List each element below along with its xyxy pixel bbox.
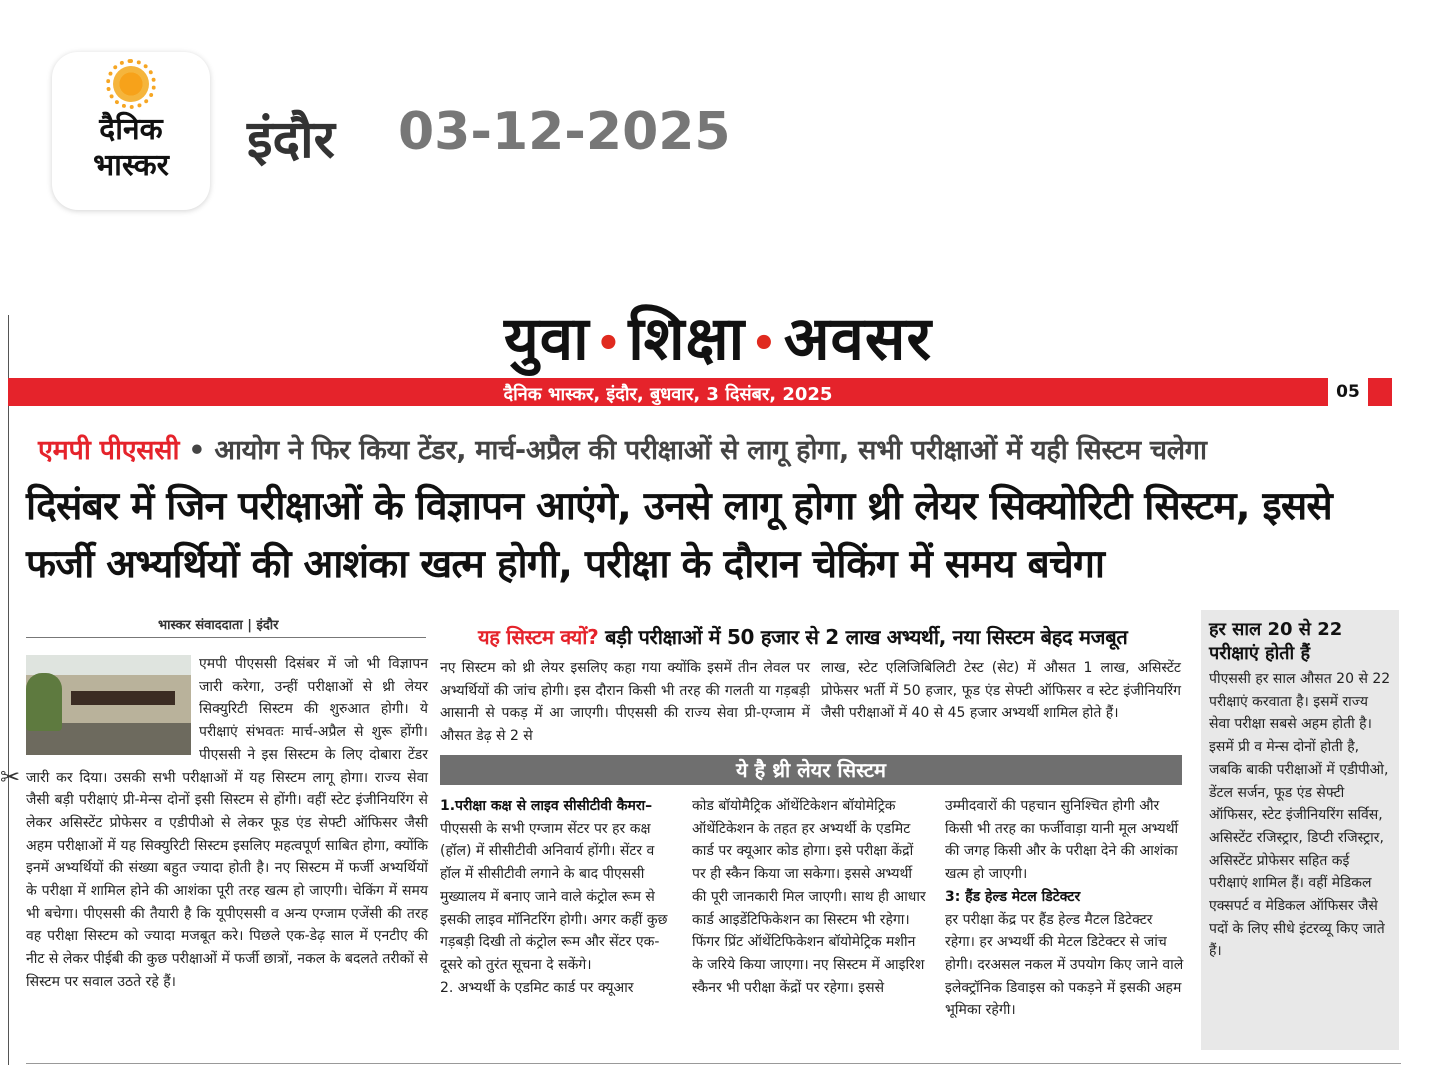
byline: भास्कर संवाददाता | इंदौर [158,618,279,633]
kicker-label: एमपी पीएससी [38,435,180,466]
dateline: दैनिक भास्कर, इंदौर, बुधवार, 3 दिसंबर, 2025 [503,384,833,405]
dateline-bar [8,378,1328,406]
edition-city: इंदौर [247,110,335,170]
clip-border [8,315,9,1065]
photo-signboard [71,691,175,705]
headline: दिसंबर में जिन परीक्षाओं के विज्ञापन आएंगे, उनसे लागू होगा थ्री लेयर सिक्योरिटी सिस्टम, इससे फर्जी अभ्यर्थियों की आशंका खत्म होगी, परीक्षा के दौरान चेकिंग में समय बचेगा [26,484,1332,587]
scissors-icon: ✂ [0,763,21,791]
layer-3-column [945,795,1185,1022]
layer-3-title: 3: हैंड हेल्ड मेटल डिटेक्टर [945,888,1081,905]
layer-1-title: 1.परीक्षा कक्ष से लाइव सीसीटीवी कैमरा– [440,798,653,814]
sidebar-title: हर साल 20 से 22 परीक्षाएं होती हैं [1209,619,1343,664]
page-marker [1368,378,1392,406]
page-number: 05 [1336,382,1360,402]
sun-logo-icon [113,66,149,102]
section-masthead [408,295,1028,377]
logo-text: दैनिक भास्कर [93,112,169,183]
newspaper-clipping [0,285,1403,1070]
kicker-text: • आयोग ने फिर किया टेंडर, मार्च-अप्रैल की परीक्षाओं से लागू होगा, सभी परीक्षाओं में यही सिस्टम चलेगा [179,435,1207,466]
bottom-divider [26,1063,1401,1064]
intro-text: एमपी पीएससी दिसंबर में जो भी विज्ञापन जारी करेगा, उन्हीं परीक्षाओं से थ्री लेयर सिक्युरिटी सिस्टम की शुरुआत होगी। ये परीक्षाएं संभवतः मार्च-अप्रैल से शुरू होंगी। पीएससी ने इस सिस्टम के लिए दोबारा टेंडर जारी कर दिया। उसकी सभी परीक्षाओं में यह सिस्टम लागू होगा। राज्य सेवा जैसी बड़ी परीक्षाएं प्री-मेन्स दोनों इसी सिस्टम से होंगी। वहीं स्टेट इंजीनियरिंग से लेकर असिस्टेंट प्रोफेसर व एडीपीओ से लेकर फूड एंड सेफ्टी ऑफिसर जैसी अहम परीक्षाओं में यह सिक्युरिटी सिस्टम इसलिए महत्वपूर्ण साबित होगा, क्योंकि इनमें अभ्यर्थियों की संख्या बहुत ज्यादा होती है। नए सिस्टम में फर्जी अभ्यर्थियों के परीक्षा में शामिल होने की आशंका पूरी तरह खत्म हो जाएगी। चेकिंग में समय भी बचेगा। पीएससी की तैयारी है कि यूपीएससी व अन्य एग्जाम एजेंसी की तरह वह परीक्षा सिस्टम को ज्यादा मजबूत करे। पिछले एक-डेढ़ साल में एनटीए की नीट से लेकर पीईबी की कुछ परीक्षाओं में फर्जी छात्रों, नकल के बदलते तरीकों से सिस्टम पर सवाल उठते रहे हैं। [26,656,428,990]
masthead-separator: • [595,320,623,367]
why-column-b: लाख, स्टेट एलिजिबिलिटी टेस्ट (सेट) में औसत 1 लाख, असिस्टेंट प्रोफेसर भर्ती में 50 हजार, फूड एंड सेफ्टी ऑफिसर व स्टेट इंजीनियरिंग जैसी परीक्षाओं में 40 से 45 हजार अभ्यर्थी शामिल होते हैं। [821,660,1181,722]
layer-2-intro: 2. अभ्यर्थी के एडमिट कार्ड पर क्यूआर [440,979,634,996]
sidebar-box [1201,610,1399,1050]
psc-building-photo [26,655,191,755]
why-column-a: नए सिस्टम को थ्री लेयर इसलिए कहा गया क्योंकि इसमें तीन लेवल पर अभ्यर्थियों की जांच होगी। इस दौरान किसी भी तरह की गलती या गड़बड़ी आसानी से पकड़ में आ जाएगी। पीएससी की राज्य सेवा प्री-एग्जाम में औसत डेढ़ से 2 से [440,660,810,745]
subhead-text: बड़ी परीक्षाओं में 50 हजार से 2 लाख अभ्यर्थी, नया सिस्टम बेहद मजबूत [598,625,1128,649]
subhead-label: यह सिस्टम क्यों? [478,625,599,649]
edition-date: 03-12-2025 [398,102,731,162]
masthead-part-3: अवसर [783,304,933,374]
kicker [38,430,1398,467]
masthead-part-1: युवा [503,304,590,374]
layer-3-lead: उम्मीदवारों की पहचान सुनिश्चित होगी और किसी भी तरह का फर्जीवाड़ा यानी मूल अभ्यर्थी की जगह किसी और के परीक्षा देने की आशंका खत्म हो जाएगी। [945,798,1179,883]
masthead-part-2: शिक्षा [628,304,746,374]
layer-1-text: पीएससी के सभी एग्जाम सेंटर पर हर कक्ष (हॉल) में सीसीटीवी अनिवार्य होंगी। सेंटर व हॉल में सीसीटीवी लगाने के बाद पीएससी मुख्यालय में बनाए जाने वाले कंट्रोल रूम से इसकी लाइव मॉनिटरिंग होगी। अगर कहीं कुछ गड़बड़ी दिखी तो कंट्रोल रूम और सेंटर एक-दूसरे को तुरंत सूचना दे सकेंगे। [440,820,668,973]
layer-2-column: कोड बॉयोमैट्रिक ऑथेंटिकेशन बॉयोमेट्रिक ऑथेंटिकेशन के तहत हर अभ्यर्थी के एडमिट कार्ड पर क्यूआर कोड होगा। इसे परीक्षा केंद्रों पर ही स्कैन किया जा सकेगा। इससे अभ्यर्थी की पूरी जानकारी मिल जाएगी। साथ ही आधार कार्ड आइडेंटिफिकेशन का सिस्टम भी रहेगा। फिंगर प्रिंट ऑथेंटिफिकेशन बॉयोमेट्रिक मशीन के जरिये किया जाएगा। नए सिस्टम में आइरिश स्कैनर भी परीक्षा केंद्रों पर रहेगा। इससे [692,798,926,996]
layer-1-column [440,795,675,999]
byline-divider [26,637,426,638]
subhead [478,623,1198,650]
dainik-bhaskar-logo [52,52,210,210]
layer-3-text: हर परीक्षा केंद्र पर हैंड हेल्ड मैटल डिटेक्टर रहेगा। हर अभ्यर्थी की मेटल डिटेक्टर से जांच होगी। दरअसल नकल में उपयोग किए जाने वाले इलेक्ट्रॉनिक डिवाइस को पकड़ने में इसकी अहम भूमिका रहेगी। [945,911,1184,1019]
three-layer-title: ये है थ्री लेयर सिस्टम [440,755,1182,785]
masthead-separator: • [751,320,778,367]
sidebar-text: पीएससी हर साल औसत 20 से 22 परीक्षाएं करवाता है। इसमें राज्य सेवा परीक्षा सबसे अहम होती है। इसमें प्री व मेन्स दोनों होती है, जबकि बाकी परीक्षाओं में एडीपीओ, डेंटल सर्जन, फूड एंड सेफ्टी ऑफिसर, स्टेट इंजीनियरिंग सर्विस, असिस्टेंट रजिस्ट्रार, डिप्टी रजिस्ट्रार, असिस्टेंट प्रोफेसर सहित कई परीक्षाएं शामिल हैं। वहीं मेडिकल एक्सपर्ट व मेडिकल ऑफिसर जैसे पदों के लिए सीधे इंटरव्यू किए जाते हैं। [1209,671,1391,960]
article-intro-column [26,653,428,994]
photo-tree [26,673,62,731]
